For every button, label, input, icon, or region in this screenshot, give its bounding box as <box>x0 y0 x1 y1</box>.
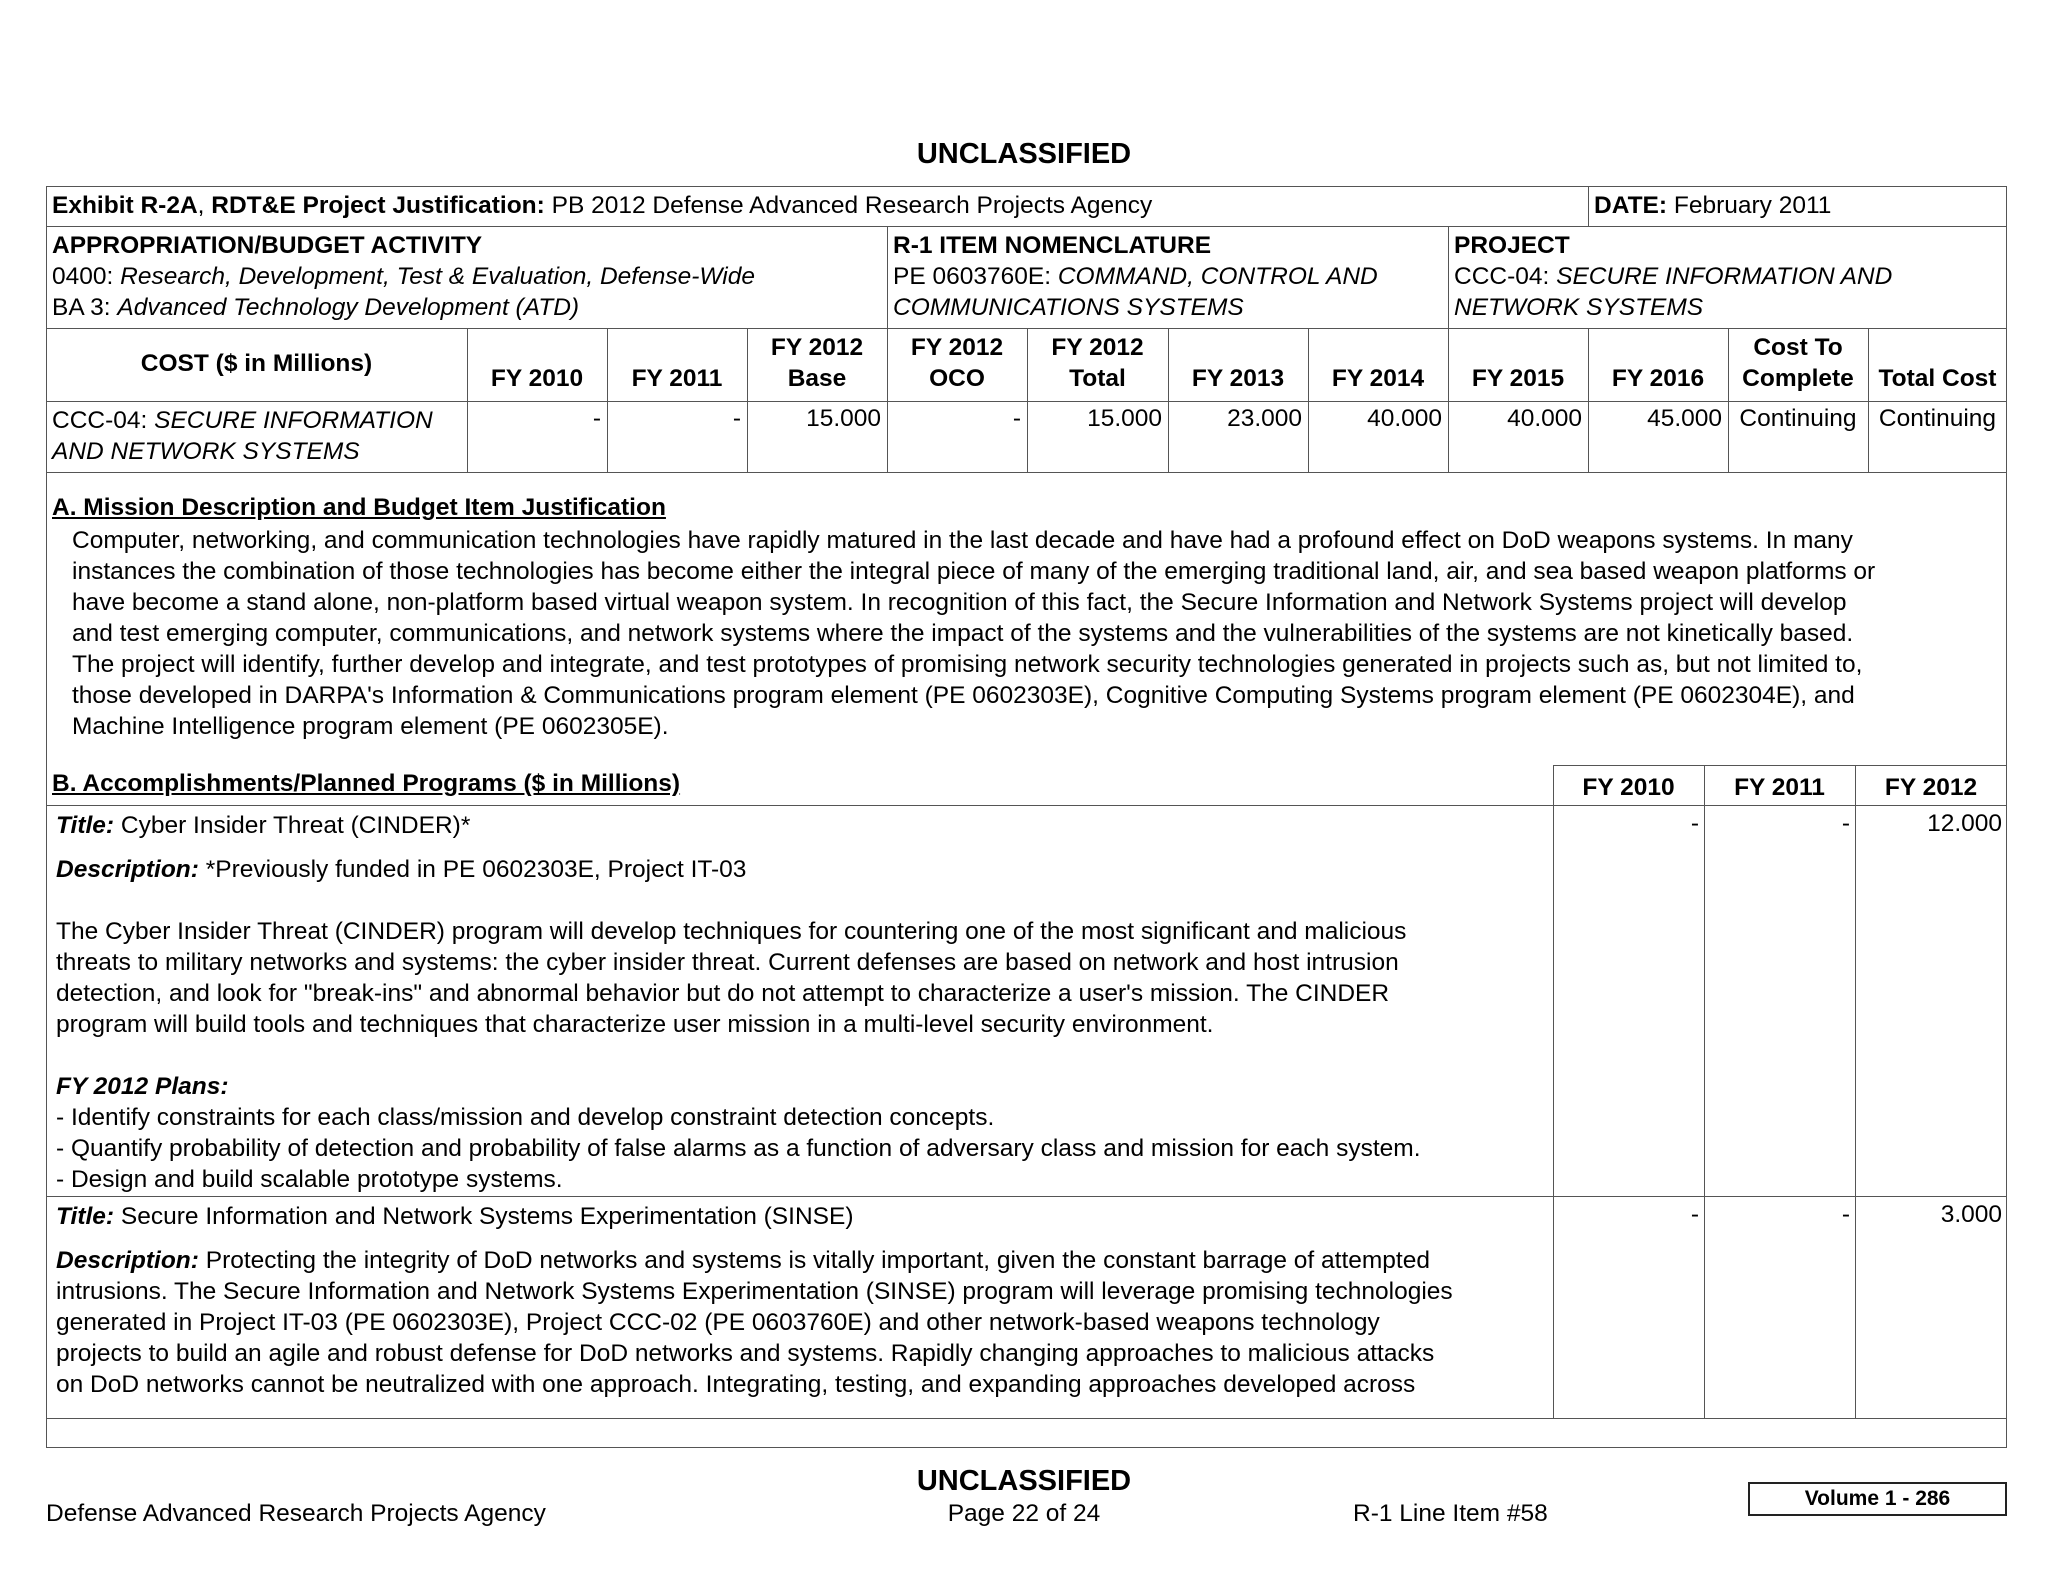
appropriation-label: APPROPRIATION/BUDGET ACTIVITY <box>52 232 483 259</box>
program-cell: - <box>1690 810 1699 837</box>
cost-column-header: Cost To Complete <box>1742 334 1854 392</box>
project-block: PROJECT CCC-04: SECURE INFORMATION AND NETWORK SYSTEMS <box>1454 232 1893 321</box>
classification-banner-bottom: UNCLASSIFIED <box>916 1465 1132 1497</box>
program-column-header: FY 2011 <box>1734 774 1825 801</box>
cost-column-header: FY 2012 Base <box>770 334 864 392</box>
appropriation-block: APPROPRIATION/BUDGET ACTIVITY 0400: Research, Development, Test & Evaluation, Defense-Wide BA 3: Advanced Technology Development (ATD) <box>52 232 755 321</box>
cost-cell: 15.000 <box>1087 405 1162 432</box>
volume-box: Volume 1 - 286 <box>1748 1482 2007 1516</box>
cost-cell: - <box>592 405 601 432</box>
program-cell: - <box>1841 1201 1850 1228</box>
program-cinder: Title: Cyber Insider Threat (CINDER)* Description: *Previously funded in PE 0602303E, Project IT-03 The Cyber Insider Threat (CINDER) program will develop techniques for countering one of the most significant and malicious threats to military networks and systems: the cyber insider threat. Current defenses are based on network and host intrusion detection, and look for "break-ins" and abnormal behavior but do not attempt to characterize a user's mission. The CINDER program will build tools and techniques that characterize user mission in a multi-level security environment. FY 2012 Plans: - Identify constraints for each class/mission and develop constraint detection concepts. - Quantify probability of detection and probability of false alarms as a function of adversary class and mission for each system. - Design and build scalable prototype systems. <box>56 812 1421 1193</box>
cost-header: COST ($ in Millions) <box>140 350 373 377</box>
cost-column-header: FY 2012 Total <box>1051 334 1144 392</box>
cost-cell: Continuing <box>1878 405 1997 432</box>
r1-nomenclature-block: R-1 ITEM NOMENCLATURE PE 0603760E: COMMAND, CONTROL AND COMMUNICATIONS SYSTEMS <box>893 232 1378 321</box>
cost-cell: 40.000 <box>1507 405 1582 432</box>
exhibit-label: Exhibit R-2A <box>52 192 198 219</box>
program-cell: - <box>1841 810 1850 837</box>
cost-row-label: CCC-04: SECURE INFORMATION AND NETWORK SYSTEMS <box>52 407 433 465</box>
classification-banner-top: UNCLASSIFIED <box>916 138 1132 170</box>
cost-column-header: FY 2013 <box>1191 365 1285 392</box>
project-label: PROJECT <box>1454 232 1570 259</box>
cost-cell: 45.000 <box>1647 405 1722 432</box>
program-column-header: FY 2010 <box>1582 774 1675 801</box>
cost-cell: 40.000 <box>1367 405 1442 432</box>
section-a-body: Computer, networking, and communication technologies have rapidly matured in the last decade and have had a profound effect on DoD weapons systems. In many instances the combination of those technologies has become either the integral piece of many of the emerging traditional land, air, and sea based weapon platforms or have become a stand alone, non-platform based virtual weapon system. In recognition of this fact, the Secure Information and Network Systems project will develop and test emerging computer, communications, and network systems where the impact of the systems and the vulnerabilities of the systems are not kinetically based. The project will identify, further develop and integrate, and test prototypes of promising network security technologies generated in projects such as, but not limited to, those developed in DARPA's Information & Communications program element (PE 0602303E), Cognitive Computing Systems program element (PE 0602304E), and Machine Intelligence program element (PE 0602305E). <box>72 527 1876 740</box>
footer-line-item: R-1 Line Item #58 <box>1353 1500 1548 1527</box>
cost-column-header: FY 2015 <box>1471 365 1565 392</box>
exhibit-title: RDT&E Project Justification: <box>211 192 545 219</box>
cost-cell: 15.000 <box>806 405 881 432</box>
cost-cell: - <box>732 405 741 432</box>
cost-column-header: FY 2016 <box>1611 365 1705 392</box>
budget-activity-name: Advanced Technology Development (ATD) <box>117 294 580 321</box>
exhibit-header: Exhibit R-2A, RDT&E Project Justification: PB 2012 Defense Advanced Research Projects Agency <box>52 192 1153 219</box>
cost-column-header: FY 2012 OCO <box>910 334 1004 392</box>
cost-cell: - <box>1012 405 1021 432</box>
cost-column-header: FY 2014 <box>1331 365 1425 392</box>
section-a-title: A. Mission Description and Budget Item Justification <box>52 494 666 521</box>
plans-label: FY 2012 Plans: <box>56 1073 229 1100</box>
program-cell: - <box>1690 1201 1699 1228</box>
appropriation-name: Research, Development, Test & Evaluation, Defense-Wide <box>120 263 755 290</box>
cost-column-header: FY 2010 <box>490 365 584 392</box>
cost-column-header: Total Cost <box>1878 365 1997 392</box>
program-sinse: Title: Secure Information and Network Systems Experimentation (SINSE) Description: Protecting the integrity of DoD networks and systems is vitally important, given the constant barrage of attempted intrusions. The Secure Information and Network Systems Experimentation (SINSE) program will leverage promising technologies generated in Project IT-03 (PE 0602303E), Project CCC-02 (PE 0603760E) and other network-based weapons technology projects to build an agile and robust defense for DoD networks and systems. Rapidly changing approaches to malicious attacks on DoD networks cannot be neutralized with one approach. Integrating, testing, and expanding approaches developed across <box>56 1203 1453 1398</box>
program-title: Secure Information and Network Systems Experimentation (SINSE) <box>114 1203 854 1230</box>
footer-page-number: Page 22 of 24 <box>947 1500 1101 1527</box>
cost-column-header: FY 2011 <box>631 365 723 392</box>
program-cell: 12.000 <box>1927 810 2002 837</box>
exhibit-value: PB 2012 Defense Advanced Research Projects Agency <box>544 192 1153 219</box>
program-cell: 3.000 <box>1940 1201 2002 1228</box>
cost-cell: 23.000 <box>1227 405 1302 432</box>
footer-agency: Defense Advanced Research Projects Agency <box>46 1500 546 1527</box>
date-field <box>1594 192 1831 220</box>
section-b-title: B. Accomplishments/Planned Programs ($ in Millions) <box>52 770 681 797</box>
date-label: DATE: <box>1594 192 1668 219</box>
r1-label: R-1 ITEM NOMENCLATURE <box>893 232 1212 259</box>
date-value: February 2011 <box>1667 192 1832 219</box>
cost-cell: Continuing <box>1739 405 1857 432</box>
program-title: Cyber Insider Threat (CINDER)* <box>114 812 471 839</box>
program-column-header: FY 2012 <box>1884 774 1978 801</box>
